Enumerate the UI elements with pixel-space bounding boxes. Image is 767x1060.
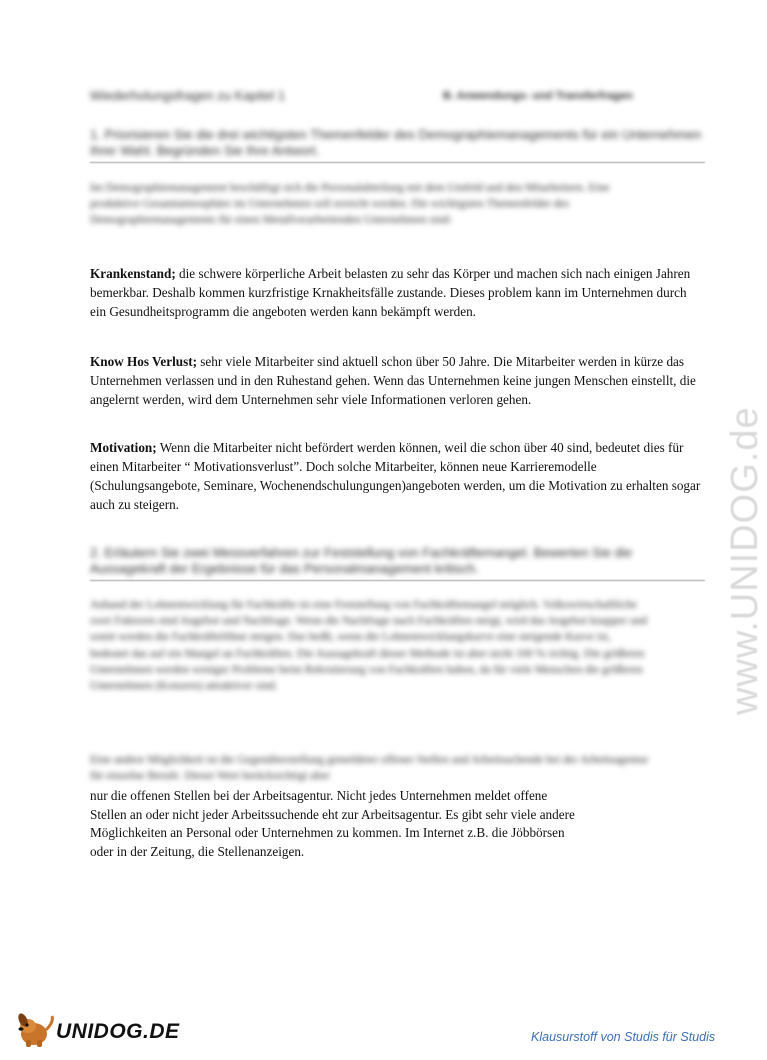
divider xyxy=(90,580,705,581)
text-line: oder in der Zeitung, die Stellenanzeigen. xyxy=(90,843,305,859)
intro-paragraph: Im Demographiemanagement beschäftigt sich die Personalabteilung mit dem Umfeld und den Mitarbeitern. Eine produktive Gesamtatmosphäre im Unternehmen soll erreicht werden. Die wichtigsten Themenfelder des Demographiemanagements für einen Metallverarbeitenden Unternehmen sind: xyxy=(90,182,610,227)
section-krankenstand xyxy=(90,264,705,321)
section-text-know-how: sehr viele Mitarbeiter sind aktuell schon über 50 Jahre. Die Mitarbeiter werden in kürze das Unternehmen verlassen und in den Ruhestand gehen. Wenn das Unternehmen keine jungen Menschen einstellt, die angelernt werden, wird dem Unternehmen sehr viele Informationen verloren gehen. xyxy=(90,354,696,407)
question-2: 2. Erläutern Sie zwei Messverfahren zur Feststellung von Fachkräftemangel. Bewerten Sie die Aussagekraft der Ergebnisse für das Personalmanagement kritisch. xyxy=(90,545,632,576)
dog-icon xyxy=(14,1010,58,1050)
watermark xyxy=(690,275,766,725)
answer-2-paragraph-2-blurred: Eine andere Möglichkeit ist die Gegenüberstellung gemeldeter offener Stellen und Arbeitsuchende bei der Arbeitsagentur für einzelne Berufe. Dieser Wert berücksichtigt aber xyxy=(90,754,649,783)
section-motivation xyxy=(90,438,705,514)
text-line: nur die offenen Stellen bei der Arbeitsagentur. Nicht jedes Unternehmen meldet offene xyxy=(90,788,548,803)
text-line: Stellen an oder nicht jeder Arbeitssuchende eht zur Arbeitsagentur. Es gibt sehr viele andere xyxy=(90,806,575,822)
answer-2-paragraph-2-clear xyxy=(90,787,705,861)
logo-text: UNIDOG.DE xyxy=(56,1020,180,1043)
watermark-text: www.UNIDOG.de xyxy=(724,406,766,715)
answer-2-paragraph-1: Anhand der Lohnentwicklung für Fachkräfte ist eine Feststellung von Fachkräftemangel möglich. Volkswirtschaftliche zwei Faktoren sind Angebot und Nachfrage. Wenn die Nachfrage nach Fachkräften steigt, wird das Angebot knapper und somit werden die Fachkräftelöhne steigen. Das heißt, wenn die Lohnentwicklungskurve eine steigende Kurve ist, bedeutet das auf ein Mangel an Fachkräften. Die Aussagekraft dieser Methode ist aber nicht 100 % richtig. Die größeren Unternehmen werden weniger Probleme beim Rekrutierung von Fachkräften haben, da für viele Menschen die größeren Unternehmen (Konzern) attraktiver sind. xyxy=(90,599,648,693)
section-title-know-how: Know Hos Verlust; xyxy=(90,354,197,369)
section-title-krankenstand: Krankenstand; xyxy=(90,266,176,281)
footer-tagline: Klausurstoff von Studis für Studis xyxy=(531,1030,716,1044)
section-title: B. Anwendungs- und Transferfragen xyxy=(443,90,633,102)
section-text-motivation: Wenn die Mitarbeiter nicht befördert werden können, weil die schon über 40 sind, bedeutet dies für einen Mitarbeiter “ Motivationsverlust”. Doch solche Mitarbeiter, können neue Karrieremodelle (Schulungsangebote, Seminare, Wochenendschulungungen)angeboten werden, um die Motivation zu erhalten sogar auch zu steigern. xyxy=(90,440,701,512)
chapter-title: Wiederholungsfragen zu Kapitel 1 xyxy=(90,88,286,103)
section-text-krankenstand: die schwere körperliche Arbeit belasten zu sehr das Körper und machen sich nach einigen Jahren bemerkbar. Deshalb kommen kurzfristige Krnakheitsfälle zustande. Dieses problem kann im Unternehmen durch ein Gesundheitsprogramm die angeboten werden kann bekämpft werden. xyxy=(90,266,691,319)
unidog-logo xyxy=(14,1010,180,1050)
section-title-motivation: Motivation; xyxy=(90,440,157,455)
text-line: Möglichkeiten an Personal oder Unternehmen zu kommen. Im Internet z.B. die Jöbbörsen xyxy=(90,825,565,840)
question-1: 1. Priorisieren Sie die drei wichtigsten Themenfelder des Demographiemanagements für ein Unternehmen Ihrer Wahl. Begründen Sie Ihre Antwort. xyxy=(90,127,702,158)
divider xyxy=(90,162,705,163)
section-know-how-verlust xyxy=(90,352,705,409)
